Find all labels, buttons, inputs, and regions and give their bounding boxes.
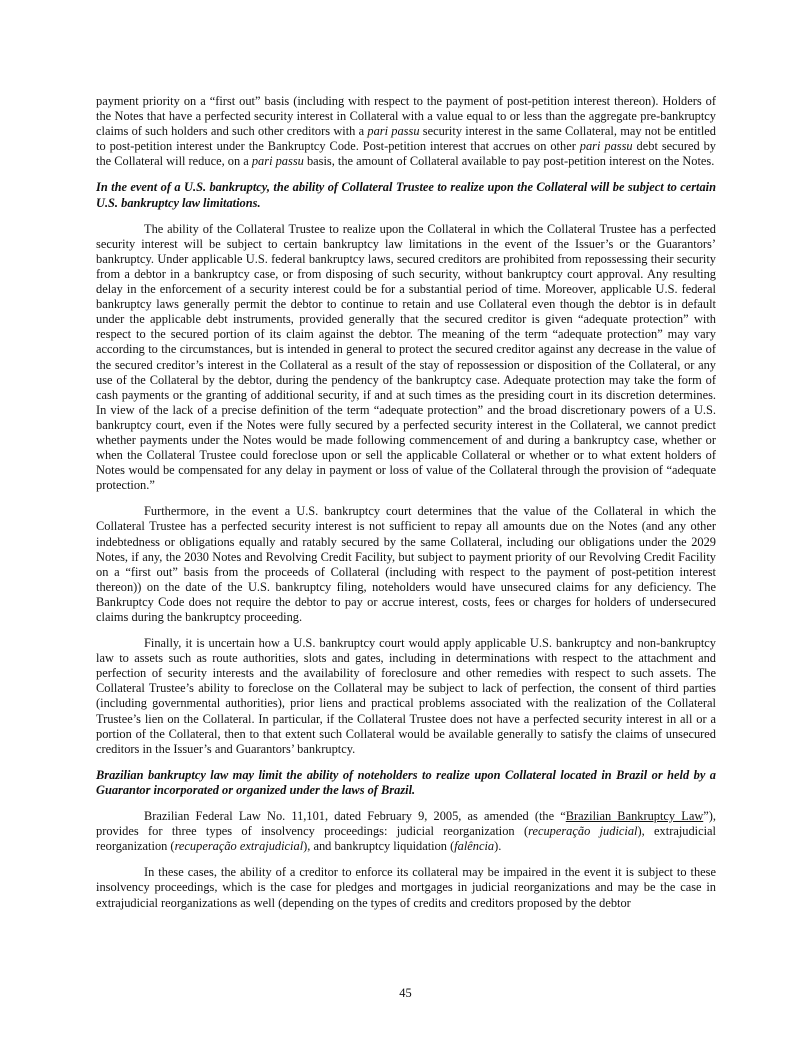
text-run: ), extrajudicial reorganization ( xyxy=(96,824,716,854)
section-heading-us-bankruptcy: In the event of a U.S. bankruptcy, the ability of Collateral Trustee to realize upon the Collateral will be subject to certain U.S. bankruptcy law limitations. xyxy=(96,180,716,210)
paragraph-bankruptcy-limitations: The ability of the Collateral Trustee to realize upon the Collateral in which the Collateral Trustee has a perfected security interest will be subject to certain bankruptcy law limitations in the event of the Issuer’s or the Guarantors’ bankruptcy. Under applicable U.S. federal bankruptcy laws, secured creditors are prohibited from repossessing their security from a debtor in a bankruptcy case, or from disposing of such security, without bankruptcy court approval. Any resulting delay in the enforcement of a security interest could be for a substantial period of time. Moreover, applicable U.S. federal bankruptcy laws generally permit the debtor to continue to retain and use Collateral even though the debtor is in default under the applicable debt instruments, provided generally that the secured creditor is given “adequate protection” with respect to the secured portion of its claim against the debtor. The meaning of the term “adequate protection” may vary according to the circumstances, but is intended in general to protect the secured creditor against any decrease in the value of the secured creditor’s interest in the Collateral as a result of the stay of repossession or disposition of the Collateral, or any use of the Collateral by the debtor, during the pendency of the bankruptcy case. Adequate protection may take the form of cash payments or the granting of additional security, if and at such times as the presiding court in its discretion determines. In view of the lack of a precise definition of the term “adequate protection” and the broad discretionary powers of a U.S. bankruptcy court, even if the Notes were fully secured by a perfected security interest in the Collateral, we cannot predict whether payments under the Notes would be made following commencement of and during a bankruptcy case, whether or when the Collateral Trustee could foreclose upon or sell the applicable Collateral or whether or to what extent holders of Notes would be compensated for any delay in payment or loss of value of the Collateral through the provision of “adequate protection.” xyxy=(96,221,716,493)
text-run: ). xyxy=(494,839,502,854)
text-run: Brazilian Federal Law No. 11,101, dated February 9, 2005, as amended (the “ xyxy=(144,809,566,824)
defined-term: Brazilian Bankruptcy Law xyxy=(565,809,704,824)
paragraph-brazilian-law xyxy=(96,809,716,854)
italic-term: pari passu xyxy=(251,154,304,169)
italic-term: pari passu xyxy=(579,139,633,154)
paragraph-creditor-enforcement: In these cases, the ability of a creditor to enforce its collateral may be impaired in the event it is subject to these insolvency proceedings, which is the case for pledges and mortgages in judicial reorganizations and may be the case in extrajudicial reorganizations as well (depending on the types of credits and creditors proposed by the debtor xyxy=(96,865,716,910)
text-run: basis, the amount of Collateral available to pay post-petition interest on the Notes. xyxy=(303,154,715,169)
section-heading-brazilian-bankruptcy: Brazilian bankruptcy law may limit the ability of noteholders to realize upon Collateral located in Brazil or held by a Guarantor incorporated or organized under the laws of Brazil. xyxy=(96,767,716,797)
document-body xyxy=(96,94,716,922)
page-number: 45 xyxy=(399,986,412,1000)
italic-term: recuperação judicial xyxy=(528,824,638,839)
paragraph-route-authorities: Finally, it is uncertain how a U.S. bankruptcy court would apply applicable U.S. bankruptcy and non-bankruptcy law to assets such as route authorities, slots and gates, including in determinations with respect to the attachment and perfection of security interests and the availability of foreclosure and other remedies with respect to such assets. The Collateral Trustee’s ability to foreclose on the Collateral may be subject to lack of perfection, the consent of third parties (including governmental authorities), prior liens and practical problems associated with the realization of the Collateral Trustee’s lien on the Collateral. In particular, if the Collateral Trustee does not have a perfected security interest in all or a portion of the Collateral, then to that extent such Collateral would be available generally to satisfy the claims of unsecured creditors in the Issuer’s and Guarantors’ bankruptcy. xyxy=(96,636,716,756)
paragraph-post-petition xyxy=(96,94,716,169)
text-run: payment priority on a “first out” basis (including with respect to the payment of post-petition interest thereon). Holders of the Notes that have a perfected security interest in Collateral with a value equal to or less than the aggregate pre-bankruptcy claims of such holders and such other creditors with a xyxy=(96,94,716,139)
italic-term: falência xyxy=(454,839,495,854)
italic-term: pari passu xyxy=(367,124,420,139)
text-run: security interest in the same Collateral, may not be entitled to post-petition interest under the Bankruptcy Code. Post-petition interest that accrues on other xyxy=(96,124,717,154)
paragraph-undersecured-claims: Furthermore, in the event a U.S. bankruptcy court determines that the value of the Collateral in which the Collateral Trustee has a perfected security interest is not sufficient to repay all amounts due on the Notes (and any other indebtedness or obligations equally and ratably secured by the same Collateral, including our obligations under the 2029 Notes, if any, the 2030 Notes and Revolving Credit Facility, but subject to payment priority of our Revolving Credit Facility on a “first out” basis from the proceeds of Collateral (including with respect to the payment of post-petition interest thereon)) on the date of the U.S. bankruptcy filing, noteholders would have unsecured claims for any deficiency. The Bankruptcy Code does not require the debtor to pay or accrue interest, costs, fees or charges for holders of undersecured claims during the bankruptcy proceeding. xyxy=(96,504,716,624)
text-run: ”), provides for three types of insolvency proceedings: judicial reorganization ( xyxy=(96,809,716,839)
text-run: ), and bankruptcy liquidation ( xyxy=(303,839,455,854)
italic-term: recuperação extrajudicial xyxy=(174,839,304,854)
text-run: debt secured by the Collateral will reduce, on a xyxy=(96,139,716,169)
